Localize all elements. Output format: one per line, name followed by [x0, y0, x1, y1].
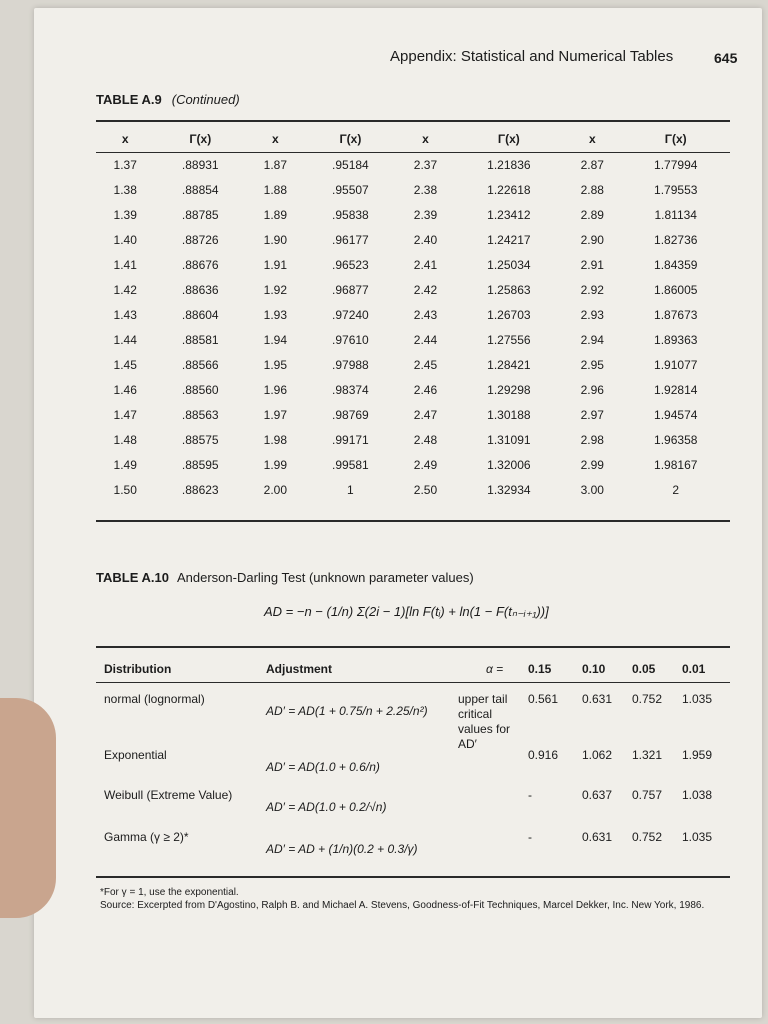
column-header-adjustment: Adjustment — [266, 662, 332, 676]
x-value-cell: 2.47 — [413, 407, 438, 422]
gamma-value-cell: .88636 — [181, 282, 219, 297]
column-header-alpha-001: 0.01 — [682, 662, 706, 676]
x-value-cell: 2.91 — [580, 257, 604, 272]
critical-value-cell: 0.752 — [632, 692, 663, 706]
gamma-value-cell: 1.84359 — [654, 257, 698, 272]
table-row — [96, 152, 730, 177]
table-row — [96, 352, 730, 377]
x-value-cell: 2.50 — [413, 482, 438, 497]
gamma-value-cell: .88566 — [181, 357, 219, 372]
x-value-cell: 1.39 — [113, 207, 137, 222]
critical-value-cell: 0.631 — [582, 830, 613, 844]
gamma-value-cell: .88595 — [181, 457, 219, 472]
gamma-table-body — [96, 152, 730, 502]
gamma-value-cell: 1.91077 — [654, 357, 698, 372]
table-a10-number: TABLE A.10 — [96, 570, 169, 585]
x-value-cell: 1.97 — [263, 407, 287, 422]
x-value-cell: 2.87 — [580, 157, 604, 172]
gamma-value-cell: 1.25034 — [487, 257, 531, 272]
critical-value-cell: 0.637 — [582, 788, 613, 802]
x-value-cell: 1.90 — [263, 232, 287, 247]
gamma-value-cell: .97988 — [332, 357, 369, 372]
critical-value-cell: 1.062 — [582, 748, 613, 762]
x-value-cell: 2.48 — [413, 432, 438, 447]
gamma-value-cell: 1.28421 — [487, 357, 531, 372]
gamma-value-cell: 1.31091 — [487, 432, 531, 447]
x-value-cell: 2.41 — [413, 257, 438, 272]
adjustment-formula: AD′ = AD + (1/n)(0.2 + 0.3/γ) — [266, 842, 418, 856]
x-value-cell: 2.92 — [580, 282, 604, 297]
x-value-cell: 1.37 — [113, 157, 137, 172]
gamma-value-cell: .88563 — [181, 407, 219, 422]
column-header-x: x — [588, 132, 596, 146]
table-a9-bottom-rule — [96, 520, 730, 522]
critical-value-cell: 0.561 — [528, 692, 559, 706]
critical-value-cell: - — [528, 788, 532, 802]
column-header-alpha: α = — [486, 662, 504, 676]
x-value-cell: 2.38 — [413, 182, 438, 197]
critical-value-cell: 0.752 — [632, 830, 663, 844]
table-row — [96, 327, 730, 352]
table-row — [96, 277, 730, 302]
distribution-name: normal (lognormal) — [104, 692, 205, 706]
running-title: Appendix: Statistical and Numerical Tables — [390, 48, 674, 65]
gamma-value-cell: 2 — [672, 482, 680, 497]
critical-values-label: upper tail critical values for AD′ — [458, 692, 511, 751]
x-value-cell: 2.96 — [580, 382, 604, 397]
table-a9-continued: (Continued) — [171, 92, 240, 107]
x-value-cell: 2.89 — [580, 207, 604, 222]
x-value-cell: 1.94 — [263, 332, 287, 347]
x-value-cell: 2.42 — [413, 282, 438, 297]
adjustment-formula: AD′ = AD(1.0 + 0.6/n) — [266, 760, 380, 774]
x-value-cell: 1.88 — [263, 182, 287, 197]
column-header-distribution: Distribution — [104, 662, 172, 676]
thumb — [0, 698, 56, 918]
table-a10-top-rule — [96, 646, 730, 648]
gamma-value-cell: 1.22618 — [487, 182, 531, 197]
gamma-value-cell: .98374 — [332, 382, 369, 397]
gamma-value-cell: .88560 — [181, 382, 219, 397]
gamma-value-cell: 1.25863 — [487, 282, 531, 297]
gamma-value-cell: .96177 — [332, 232, 369, 247]
table-row — [96, 227, 730, 252]
x-value-cell: 1.95 — [263, 357, 287, 372]
gamma-value-cell: .88854 — [181, 182, 219, 197]
column-header-gamma: Γ(x) — [664, 132, 687, 146]
x-value-cell: 1.96 — [263, 382, 287, 397]
x-value-cell: 1.45 — [113, 357, 137, 372]
page-number: 645 — [714, 50, 738, 66]
critical-value-cell: 1.035 — [682, 692, 713, 706]
gamma-value-cell: 1.94574 — [654, 407, 698, 422]
book-page — [34, 8, 762, 1018]
gamma-value-cell: .88581 — [181, 332, 219, 347]
x-value-cell: 1.43 — [113, 307, 137, 322]
critical-value-cell: 1.038 — [682, 788, 713, 802]
critical-value-cell: 0.631 — [582, 692, 613, 706]
x-value-cell: 3.00 — [580, 482, 604, 497]
x-value-cell: 2.39 — [413, 207, 438, 222]
gamma-value-cell: .88676 — [181, 257, 219, 272]
gamma-value-cell: 1.96358 — [654, 432, 698, 447]
table-a9-top-rule — [96, 120, 730, 122]
column-header-x: x — [121, 132, 129, 146]
x-value-cell: 2.95 — [580, 357, 604, 372]
x-value-cell: 1.46 — [113, 382, 137, 397]
table-a9-label — [96, 92, 240, 107]
gamma-value-cell: 1.98167 — [654, 457, 698, 472]
table-a10-bottom-rule — [96, 876, 730, 878]
column-header-gamma: Γ(x) — [339, 132, 362, 146]
gamma-value-cell: .95838 — [332, 207, 369, 222]
gamma-value-cell: 1.24217 — [487, 232, 531, 247]
critical-value-cell: - — [528, 830, 532, 844]
table-row — [96, 377, 730, 402]
column-header-x: x — [422, 132, 429, 146]
anderson-darling-formula: AD = −n − (1/n) Σ(2i − 1)[ln F(tᵢ) + ln(1 − F(tₙ₋ᵢ₊₁))] — [264, 604, 549, 619]
gamma-value-cell: 1.89363 — [654, 332, 698, 347]
x-value-cell: 1.92 — [263, 282, 287, 297]
table-a10-header-rule — [96, 682, 730, 683]
x-value-cell: 1.40 — [113, 232, 137, 247]
table-row — [96, 252, 730, 277]
gamma-value-cell: .99171 — [332, 432, 369, 447]
x-value-cell: 2.94 — [580, 332, 604, 347]
x-value-cell: 1.99 — [263, 457, 287, 472]
x-value-cell: 2.97 — [580, 407, 604, 422]
gamma-value-cell: .88931 — [181, 157, 219, 172]
gamma-value-cell: .97610 — [332, 332, 369, 347]
table-row — [96, 302, 730, 327]
x-value-cell: 1.41 — [113, 257, 137, 272]
gamma-function-table — [96, 126, 730, 502]
gamma-value-cell: 1.29298 — [487, 382, 531, 397]
x-value-cell: 2.43 — [413, 307, 438, 322]
gamma-value-cell: .98769 — [332, 407, 369, 422]
gamma-value-cell: 1.32934 — [487, 482, 531, 497]
x-value-cell: 1.50 — [113, 482, 137, 497]
column-header-alpha-010: 0.10 — [582, 662, 606, 676]
x-value-cell: 1.87 — [263, 157, 287, 172]
x-value-cell: 1.89 — [263, 207, 287, 222]
adjustment-formula: AD′ = AD(1 + 0.75/n + 2.25/n²) — [266, 704, 428, 718]
x-value-cell: 2.46 — [413, 382, 438, 397]
x-value-cell: 1.98 — [263, 432, 287, 447]
gamma-value-cell: 1 — [347, 482, 354, 497]
table-row — [96, 177, 730, 202]
x-value-cell: 2.88 — [580, 182, 604, 197]
distribution-name: Gamma (γ ≥ 2)* — [104, 830, 189, 844]
table-row — [96, 402, 730, 427]
critical-value-cell: 0.916 — [528, 748, 559, 762]
gamma-value-cell: 1.77994 — [654, 157, 698, 172]
x-value-cell: 1.48 — [113, 432, 137, 447]
table-a9-number: TABLE A.9 — [96, 92, 162, 107]
x-value-cell: 1.47 — [113, 407, 137, 422]
x-value-cell: 2.93 — [580, 307, 604, 322]
x-value-cell: 2.99 — [580, 457, 604, 472]
gamma-value-cell: .88575 — [181, 432, 219, 447]
gamma-value-cell: 1.87673 — [654, 307, 698, 322]
x-value-cell: 2.40 — [413, 232, 438, 247]
footnote-gamma: *For γ = 1, use the exponential. — [100, 887, 239, 898]
gamma-value-cell: .95184 — [332, 157, 369, 172]
source-citation: Source: Excerpted from D'Agostino, Ralph B. and Michael A. Stevens, Goodness-of-Fit Techniques, Marcel Dekker, Inc. New York, 1986. — [100, 900, 705, 911]
critical-value-cell: 1.321 — [632, 748, 663, 762]
table-row — [96, 452, 730, 477]
column-header-alpha-005: 0.05 — [632, 662, 656, 676]
distribution-name: Weibull (Extreme Value) — [104, 788, 233, 802]
gamma-value-cell: 1.79553 — [654, 182, 698, 197]
gamma-value-cell: .96523 — [332, 257, 369, 272]
x-value-cell: 1.93 — [263, 307, 287, 322]
column-header-gamma: Γ(x) — [497, 132, 520, 146]
table-a10-title: Anderson-Darling Test (unknown parameter values) — [176, 570, 474, 585]
x-value-cell: 2.44 — [413, 332, 438, 347]
table-row — [96, 202, 730, 227]
gamma-value-cell: 1.92814 — [654, 382, 698, 397]
gamma-value-cell: .96877 — [332, 282, 369, 297]
x-value-cell: 2.37 — [413, 157, 438, 172]
x-value-cell: 1.44 — [113, 332, 137, 347]
gamma-value-cell: .88726 — [181, 232, 219, 247]
footnote — [100, 886, 740, 912]
adjustment-formula: AD′ = AD(1.0 + 0.2/√n) — [266, 800, 387, 814]
x-value-cell: 2.90 — [580, 232, 604, 247]
column-header-alpha-015: 0.15 — [528, 662, 552, 676]
gamma-value-cell: .88623 — [181, 482, 219, 497]
x-value-cell: 2.98 — [580, 432, 604, 447]
x-value-cell: 1.49 — [113, 457, 137, 472]
gamma-value-cell: 1.86005 — [654, 282, 698, 297]
gamma-value-cell: 1.81134 — [654, 207, 697, 222]
column-header-gamma: Γ(x) — [189, 132, 212, 146]
gamma-value-cell: 1.23412 — [487, 207, 531, 222]
x-value-cell: 2.00 — [263, 482, 287, 497]
table-row — [96, 477, 730, 502]
gamma-value-cell: 1.21836 — [487, 157, 531, 172]
gamma-value-cell: 1.32006 — [487, 457, 531, 472]
critical-value-cell: 1.959 — [682, 748, 713, 762]
critical-value-cell: 0.757 — [632, 788, 663, 802]
x-value-cell: 2.45 — [413, 357, 438, 372]
gamma-value-cell: .95507 — [332, 182, 369, 197]
gamma-value-cell: .88604 — [181, 307, 219, 322]
x-value-cell: 2.49 — [413, 457, 438, 472]
table-header-row — [96, 126, 730, 152]
gamma-value-cell: 1.26703 — [487, 307, 531, 322]
gamma-value-cell: 1.82736 — [654, 232, 698, 247]
critical-value-cell: 1.035 — [682, 830, 713, 844]
gamma-value-cell: 1.27556 — [487, 332, 531, 347]
gamma-value-cell: .97240 — [332, 307, 369, 322]
column-header-x: x — [271, 132, 279, 146]
x-value-cell: 1.42 — [113, 282, 137, 297]
gamma-value-cell: .99581 — [332, 457, 369, 472]
distribution-name: Exponential — [104, 748, 167, 762]
table-row — [96, 427, 730, 452]
gamma-value-cell: .88785 — [181, 207, 219, 222]
x-value-cell: 1.91 — [263, 257, 287, 272]
table-a10-label — [96, 570, 474, 585]
gamma-value-cell: 1.30188 — [487, 407, 531, 422]
x-value-cell: 1.38 — [113, 182, 137, 197]
